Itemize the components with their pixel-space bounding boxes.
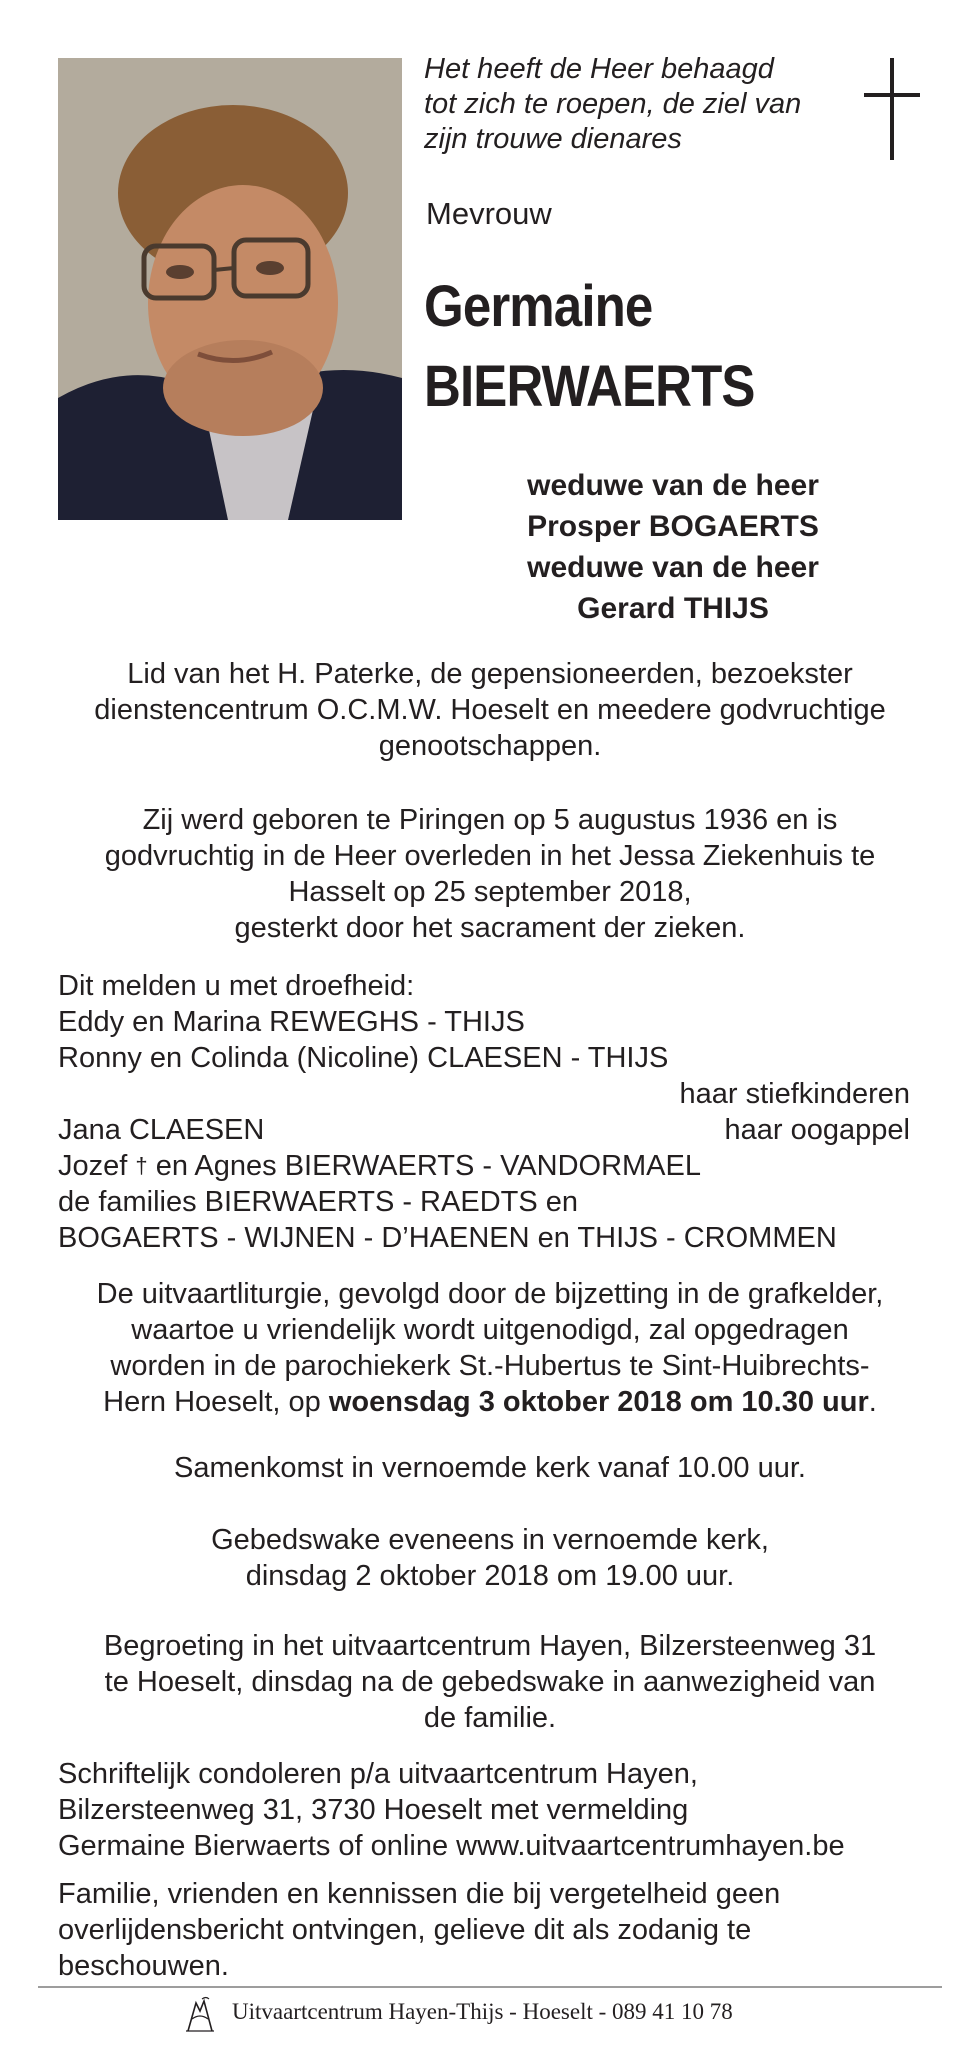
notice-line: overlijdensbericht ontvingen, gelieve dit als zodanig te [58,1914,752,1946]
announcer-name: Jana CLAESEN [58,1114,265,1146]
membership-paragraph [30,656,950,764]
footer [0,1993,980,2033]
vigil-line: dinsdag 2 oktober 2018 om 19.00 uur. [245,1560,735,1592]
latin-cross-icon [862,58,922,160]
condolences-line: Schriftelijk condoleren p/a uitvaartcentrum Hayen, [58,1758,698,1790]
announcer-name: en Agnes BIERWAERTS - VANDORMAEL [155,1150,701,1182]
gathering-paragraph [30,1450,950,1486]
greeting-line: te Hoeselt, dinsdag na de gebedswake in aanwezigheid van [104,1666,876,1698]
opening-line: zijn trouwe dienares [424,123,682,155]
funeral-date-time: woensdag 3 oktober 2018 om 10.30 uur [328,1386,869,1418]
life-line: Zij werd geboren te Piringen op 5 augustus 1936 en is [142,804,838,836]
announcer-line [58,1148,918,1184]
announcers-intro: Dit melden u met droefheid: [58,970,415,1002]
funeral-line: De uitvaartliturgie, gevolgd door de bijzetting in de grafkelder, [96,1278,884,1310]
greeting-line: de familie. [423,1702,557,1734]
dagger-icon: † [135,1153,148,1178]
role-label: haar stiefkinderen [679,1078,910,1110]
widow-line: weduwe van de heer [527,469,819,502]
notice-paragraph [58,1876,918,1984]
portrait-photo [58,58,402,520]
footer-divider [38,1986,942,1988]
widow-line: weduwe van de heer [527,551,819,584]
opening-line: tot zich te roepen, de ziel van [424,88,802,120]
funeral-line [30,1384,950,1420]
announcer-row [58,1112,918,1148]
honorific: Mevrouw [426,196,552,231]
widow-of-block [438,465,908,629]
announcer-line: de families BIERWAERTS - RAEDTS en [58,1186,579,1218]
funeral-text: . [868,1386,877,1418]
notice-line: Familie, vrienden en kennissen die bij vergetelheid geen [58,1878,781,1910]
funeral-home-contact: Uitvaartcentrum Hayen-Thijs - Hoeselt - 089 41 10 78 [232,1999,733,2024]
greeting-paragraph [30,1628,950,1736]
funeral-line: waartoe u vriendelijk wordt uitgenodigd, zal opgedragen [131,1314,849,1346]
vigil-paragraph [30,1522,950,1594]
life-line: gesterkt door het sacrament der zieken. [234,912,746,944]
widow-line: Prosper BOGAERTS [527,510,819,543]
announcer-name: Jozef [58,1150,128,1182]
membership-line: genootschappen. [378,730,602,762]
funeral-paragraph [30,1276,950,1420]
deceased-last-name: BIERWAERTS [424,354,755,419]
portrait-image [58,58,402,520]
announcer-line: BOGAERTS - WIJNEN - D’HAENEN en THIJS - CROMMEN [58,1222,837,1254]
funeral-line: worden in de parochiekerk St.-Hubertus te Sint-Huibrechts- [110,1350,870,1382]
condolences-line: Germaine Bierwaerts of online www.uitvaartcentrumhayen.be [58,1830,845,1862]
gathering-line: Samenkomst in vernoemde kerk vanaf 10.00 uur. [174,1452,806,1484]
announcers-list [58,968,918,1256]
membership-line: dienstencentrum O.C.M.W. Hoeselt en meedere godvruchtige [94,694,886,726]
opening-line: Het heeft de Heer behaagd [424,53,774,85]
life-paragraph [30,802,950,946]
notice-line: beschouwen. [58,1950,229,1982]
funeral-text: Hern Hoeselt, op [103,1386,329,1418]
opening-text [424,52,864,157]
life-line: Hasselt op 25 september 2018, [288,876,692,908]
announcer-line: Eddy en Marina REWEGHS - THIJS [58,1006,525,1038]
condolences-line: Bilzersteenweg 31, 3730 Hoeselt met vermelding [58,1794,689,1826]
life-line: godvruchtig in de Heer overleden in het Jessa Ziekenhuis te [104,840,876,872]
membership-line: Lid van het H. Paterke, de gepensioneerden, bezoekster [127,658,853,690]
widow-line: Gerard THIJS [577,592,769,625]
announcer-role-row [58,1076,918,1112]
announcer-line: Ronny en Colinda (Nicoline) CLAESEN - THIJS [58,1042,669,1074]
vigil-line: Gebedswake eveneens in vernoemde kerk, [211,1524,769,1556]
deceased-first-name: Germaine [424,274,653,339]
condolences-paragraph [58,1756,918,1864]
role-label: haar oogappel [724,1114,910,1146]
greeting-line: Begroeting in het uitvaartcentrum Hayen, Bilzersteenweg 31 [103,1630,877,1662]
funeral-home-logo [180,1995,220,2033]
